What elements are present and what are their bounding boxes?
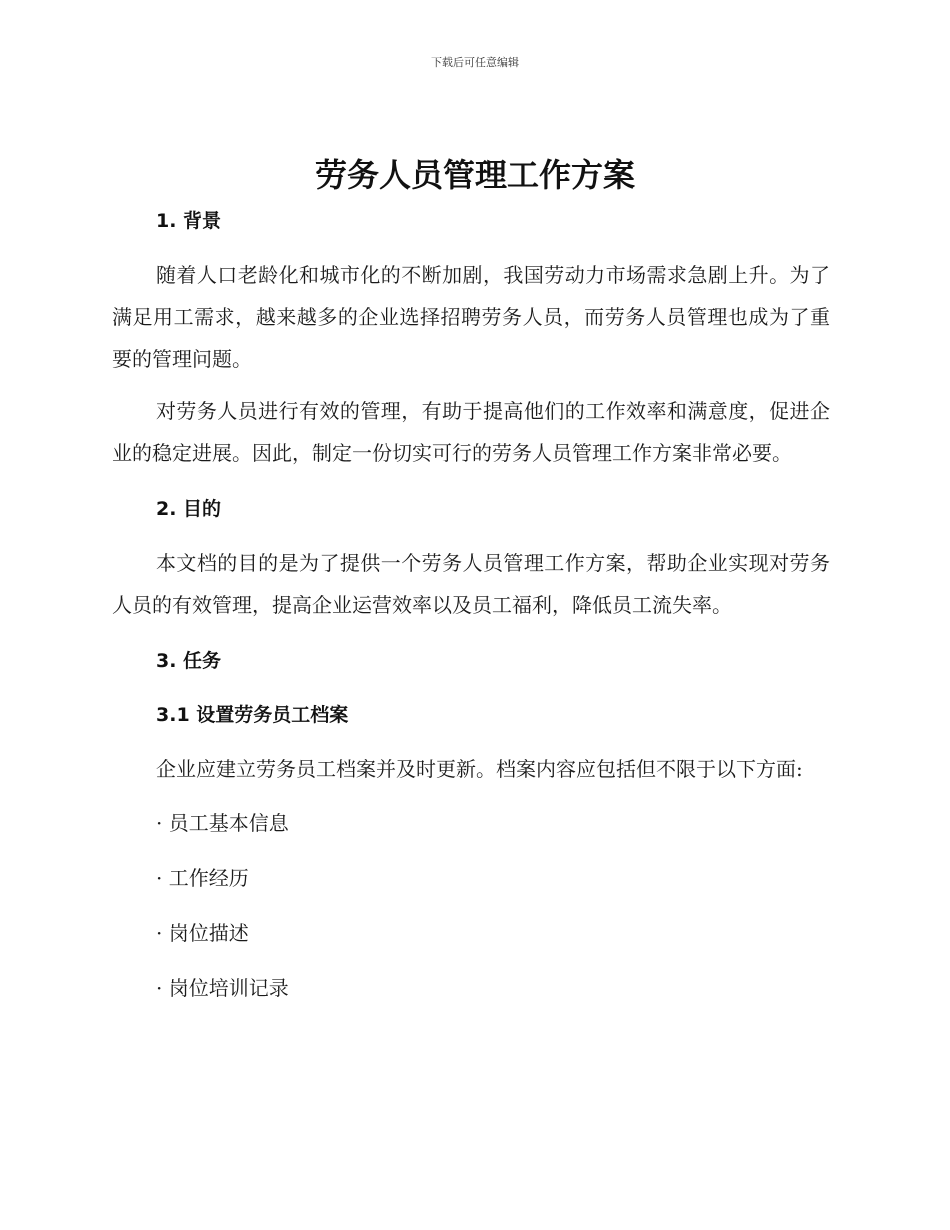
list-item: · 岗位培训记录 [156, 976, 289, 1000]
document-title: 劳务人员管理工作方案 [314, 156, 635, 194]
section-heading-background: 1. 背景 [156, 210, 222, 232]
purpose-paragraph-1: 本文档的目的是为了提供一个劳务人员管理工作方案，帮助企业实现对劳务人员的有效管理，提高企业运营效率以及员工福利，降低员工流失率。 [112, 551, 830, 617]
section-heading-purpose: 2. 目的 [156, 498, 222, 520]
header-note: 下载后可任意编辑 [431, 56, 519, 69]
list-item: · 工作经历 [156, 866, 249, 890]
tasks-paragraph-1: 企业应建立劳务员工档案并及时更新。档案内容应包括但不限于以下方面: [156, 757, 803, 781]
section-heading-tasks: 3. 任务 [156, 650, 222, 672]
background-paragraph-1: 随着人口老龄化和城市化的不断加剧，我国劳动力市场需求急剧上升。为了满足用工需求，越来越多的企业选择招聘劳务人员，而劳务人员管理也成为了重要的管理问题。 [112, 263, 830, 371]
document-body [112, 204, 830, 1009]
subsection-heading-3-1: 3.1 设置劳务员工档案 [156, 704, 349, 726]
list-item: · 岗位描述 [156, 921, 249, 945]
list-item: · 员工基本信息 [156, 811, 289, 835]
background-paragraph-2: 对劳务人员进行有效的管理，有助于提高他们的工作效率和满意度，促进企业的稳定进展。因此，制定一份切实可行的劳务人员管理工作方案非常必要。 [112, 399, 830, 465]
